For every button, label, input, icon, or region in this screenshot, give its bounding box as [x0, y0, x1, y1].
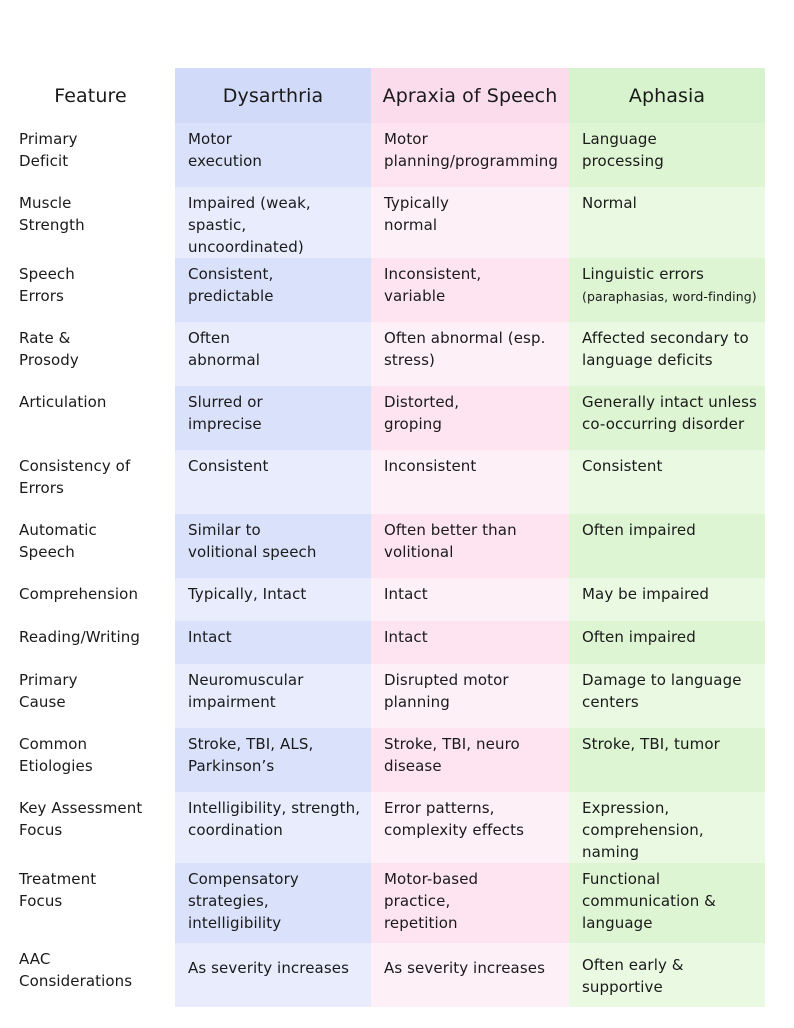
apraxia-cell: Error patterns, complexity effects [371, 792, 569, 863]
feature-cell: Speech Errors [19, 265, 75, 305]
aphasia-note-text: (paraphasias, word-finding) [582, 289, 757, 304]
table-row [6, 728, 765, 792]
header-apraxia: Apraxia of Speech [371, 68, 569, 123]
feature-cell: Primary Deficit [19, 130, 78, 170]
aphasia-cell: Functional communication & language [569, 863, 765, 943]
table-row [6, 943, 765, 1007]
dysarthria-cell: Often abnormal [175, 322, 371, 386]
apraxia-cell: Intact [371, 578, 569, 621]
table-row [6, 386, 765, 450]
feature-cell: Key Assessment Focus [19, 799, 143, 839]
dysarthria-cell: Similar to volitional speech [175, 514, 371, 578]
feature-cell: Automatic Speech [19, 521, 97, 561]
apraxia-cell: As severity increases [371, 943, 569, 1007]
table-row [6, 450, 765, 514]
dysarthria-cell: Motor execution [175, 123, 371, 187]
apraxia-cell: Distorted, groping [371, 386, 569, 450]
table-row [6, 792, 765, 863]
header-row [6, 68, 765, 123]
dysarthria-cell: Intelligibility, strength, coordination [175, 792, 371, 863]
aphasia-cell: Often early & supportive [569, 943, 765, 1007]
apraxia-cell: Stroke, TBI, neuro disease [371, 728, 569, 792]
dysarthria-cell: Impaired (weak, spastic, uncoordinated) [175, 187, 371, 258]
apraxia-cell: Motor-based practice, repetition [371, 863, 569, 943]
dysarthria-cell: Consistent, predictable [175, 258, 371, 322]
aphasia-cell: Often impaired [569, 514, 765, 578]
table-row [6, 578, 765, 621]
table-row [6, 322, 765, 386]
aphasia-cell: Language processing [569, 123, 765, 187]
apraxia-cell: Inconsistent, variable [371, 258, 569, 322]
dysarthria-cell: Intact [175, 621, 371, 664]
aphasia-cell: Normal [569, 187, 765, 258]
dysarthria-cell: Compensatory strategies, intelligibility [175, 863, 371, 943]
table-row [6, 664, 765, 728]
aphasia-cell: May be impaired [569, 578, 765, 621]
apraxia-cell: Often abnormal (esp. stress) [371, 322, 569, 386]
feature-cell: Comprehension [19, 585, 139, 603]
aphasia-cell: Expression, comprehension, naming [569, 792, 765, 863]
dysarthria-cell: Neuromuscular impairment [175, 664, 371, 728]
feature-cell: Muscle Strength [19, 194, 85, 234]
table-row [6, 187, 765, 258]
dysarthria-cell: Typically, Intact [175, 578, 371, 621]
feature-cell: Common Etiologies [19, 735, 93, 775]
aphasia-cell [569, 258, 765, 322]
header-feature: Feature [6, 68, 175, 123]
apraxia-cell: Typically normal [371, 187, 569, 258]
dysarthria-cell: As severity increases [175, 943, 371, 1007]
apraxia-cell: Intact [371, 621, 569, 664]
apraxia-cell: Often better than volitional [371, 514, 569, 578]
table-row [6, 258, 765, 322]
apraxia-cell: Inconsistent [371, 450, 569, 514]
dysarthria-cell: Consistent [175, 450, 371, 514]
feature-cell: Treatment Focus [19, 870, 97, 910]
aphasia-cell: Affected secondary to language deficits [569, 322, 765, 386]
feature-cell: AAC Considerations [19, 950, 133, 990]
table-row [6, 514, 765, 578]
aphasia-cell: Generally intact unless co-occurring disorder [569, 386, 765, 450]
table-row [6, 123, 765, 187]
aphasia-main-text: Linguistic errors [582, 265, 704, 283]
feature-cell: Primary Cause [19, 671, 78, 711]
feature-cell: Rate & Prosody [19, 329, 79, 369]
feature-cell: Reading/Writing [19, 628, 141, 646]
feature-cell: Articulation [19, 393, 107, 411]
table-row [6, 621, 765, 664]
apraxia-cell: Disrupted motor planning [371, 664, 569, 728]
header-aphasia: Aphasia [569, 68, 765, 123]
aphasia-cell: Stroke, TBI, tumor [569, 728, 765, 792]
aphasia-cell: Damage to language centers [569, 664, 765, 728]
table-row [6, 863, 765, 943]
dysarthria-cell: Slurred or imprecise [175, 386, 371, 450]
aphasia-cell: Often impaired [569, 621, 765, 664]
apraxia-cell: Motor planning/programming [371, 123, 569, 187]
aphasia-cell: Consistent [569, 450, 765, 514]
dysarthria-cell: Stroke, TBI, ALS, Parkinson’s [175, 728, 371, 792]
comparison-table [6, 68, 765, 1007]
header-dysarthria: Dysarthria [175, 68, 371, 123]
feature-cell: Consistency of Errors [19, 457, 131, 497]
